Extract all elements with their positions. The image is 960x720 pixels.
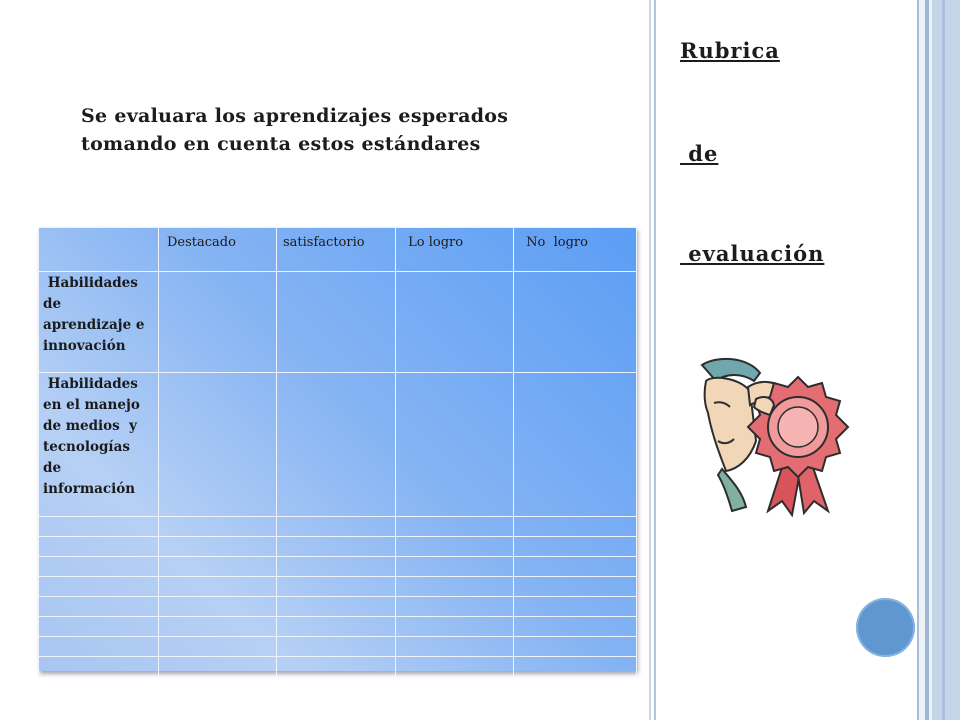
- table-cell: [159, 517, 277, 537]
- table-cell: [396, 577, 514, 597]
- row-label-line: Habilidades: [43, 275, 138, 291]
- table-cell: [514, 373, 637, 517]
- table-cell: [396, 637, 514, 657]
- table-cell: [396, 373, 514, 517]
- decorative-line: [932, 0, 960, 720]
- table-cell: [514, 577, 637, 597]
- header-cell: [39, 228, 159, 272]
- row-label-line: de: [43, 460, 62, 476]
- table-row: [39, 657, 637, 677]
- table-cell: [159, 537, 277, 557]
- table-cell: [39, 537, 159, 557]
- table-cell: [396, 272, 514, 373]
- table-cell: [277, 637, 396, 657]
- row-label-line: innovación: [43, 338, 126, 354]
- slide-title-word: de: [680, 141, 719, 166]
- table-cell: [514, 272, 637, 373]
- table-row: [39, 617, 637, 637]
- row-label-line: en el manejo: [43, 397, 140, 413]
- table-row: [39, 517, 637, 537]
- table-cell: [514, 637, 637, 657]
- table-cell: [39, 617, 159, 637]
- row-label-line: Habilidades: [43, 376, 138, 392]
- table-cell: [277, 272, 396, 373]
- slide-subtitle: [81, 102, 601, 158]
- table-cell: [277, 577, 396, 597]
- table-cell: [277, 537, 396, 557]
- table-row: [39, 272, 637, 373]
- decorative-line: [942, 0, 945, 720]
- table-cell: [514, 597, 637, 617]
- rubric-table: [38, 227, 636, 671]
- slide-title-word: Rubrica: [680, 38, 780, 63]
- table-cell: [159, 373, 277, 517]
- table-cell: [277, 617, 396, 637]
- table-cell: [514, 657, 637, 677]
- header-cell: Destacado: [159, 228, 277, 272]
- table-cell: [159, 657, 277, 677]
- table-cell: [39, 557, 159, 577]
- table-row: [39, 373, 637, 517]
- row-label: [39, 272, 159, 373]
- table-cell: [277, 517, 396, 537]
- row-label-line: aprendizaje e: [43, 317, 145, 333]
- table-cell: [159, 557, 277, 577]
- table-row: [39, 597, 637, 617]
- decorative-circle: [856, 598, 915, 657]
- table-cell: [514, 537, 637, 557]
- ribbon-award-icon: [698, 351, 862, 519]
- table-cell: [396, 537, 514, 557]
- subtitle-line: tomando en cuenta estos estándares: [81, 133, 481, 155]
- header-cell: No logro: [514, 228, 637, 272]
- table-cell: [396, 617, 514, 637]
- table-cell: [39, 637, 159, 657]
- table-cell: [277, 597, 396, 617]
- table-cell: [39, 517, 159, 537]
- table-cell: [39, 577, 159, 597]
- table-cell: [277, 557, 396, 577]
- table-cell: [39, 657, 159, 677]
- header-cell: satisfactorio: [277, 228, 396, 272]
- table-cell: [396, 657, 514, 677]
- table-row: [39, 577, 637, 597]
- slide-title-word: evaluación: [680, 241, 825, 266]
- table-cell: [159, 272, 277, 373]
- table-cell: [396, 517, 514, 537]
- row-label-line: tecnologías: [43, 439, 130, 455]
- row-label-line: de medios y: [43, 418, 138, 434]
- table-cell: [396, 557, 514, 577]
- table-row: [39, 557, 637, 577]
- header-cell: Lo logro: [396, 228, 514, 272]
- table-cell: [514, 557, 637, 577]
- table-cell: [396, 597, 514, 617]
- table-cell: [159, 597, 277, 617]
- subtitle-line: Se evaluara los aprendizajes esperados: [81, 105, 509, 127]
- row-label-line: de: [43, 296, 62, 312]
- table-cell: [277, 373, 396, 517]
- decorative-line: [654, 0, 656, 720]
- table-cell: [39, 597, 159, 617]
- row-label-line: información: [43, 481, 136, 497]
- table-row: [39, 637, 637, 657]
- table-cell: [159, 577, 277, 597]
- table-cell: [277, 657, 396, 677]
- table-header-row: [39, 228, 637, 272]
- table-cell: [159, 617, 277, 637]
- row-label: [39, 373, 159, 517]
- table-cell: [514, 617, 637, 637]
- table-cell: [514, 517, 637, 537]
- decorative-line: [649, 0, 651, 720]
- decorative-line: [917, 0, 919, 720]
- table-cell: [159, 637, 277, 657]
- decorative-line: [925, 0, 929, 720]
- table-row: [39, 537, 637, 557]
